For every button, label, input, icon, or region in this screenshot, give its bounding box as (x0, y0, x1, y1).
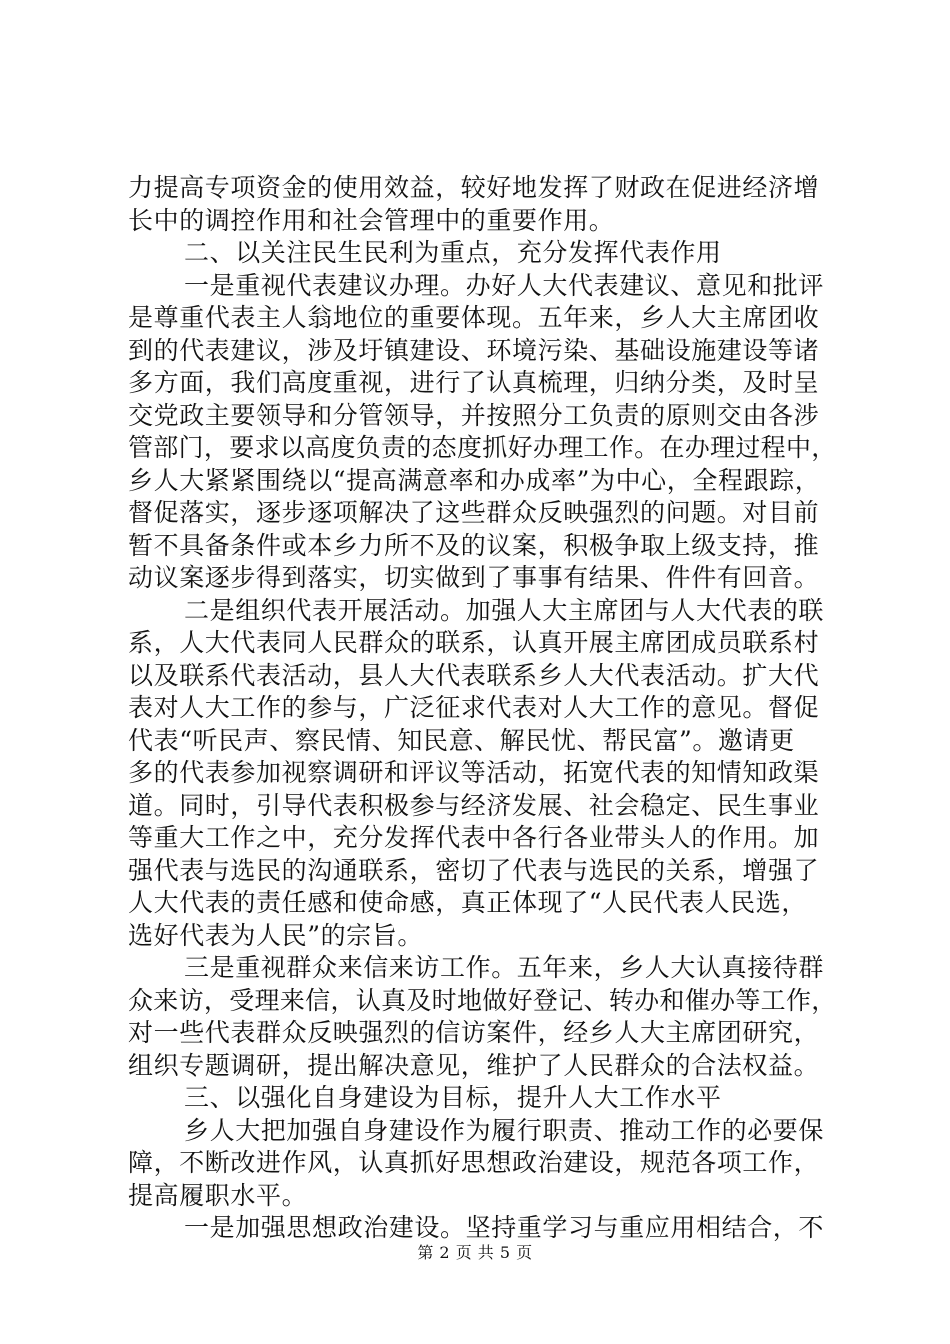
text-line: 二是组织代表开展活动。加强人大主席团与人大代表的联 (184, 595, 825, 625)
text-line: 乡人大紧紧围绕以“提高满意率和办成率”为中心，全程跟踪， (128, 465, 821, 495)
text-line: 系，人大代表同人民群众的联系，认真开展主席团成员联系村 (128, 628, 820, 657)
text-line: 以及联系代表活动，县人大代表联系乡人大代表活动。扩大代 (128, 660, 820, 690)
text-line: 乡人大把加强自身建设作为履行职责、推动工作的必要保 (184, 1115, 825, 1145)
text-line: 提高履职水平。 (128, 1180, 308, 1210)
text-line: 多的代表参加视察调研和评议等活动，拓宽代表的知情知政渠 (128, 758, 820, 787)
text-line: 众来访，受理来信，认真及时地做好登记、转办和催办等工作， (128, 985, 837, 1015)
text-line: 代表“听民声、察民情、知民意、解民忧、帮民富”。邀请更 (128, 725, 795, 755)
text-line: 一是加强思想政治建设。坚持重学习与重应用相结合，不 (184, 1213, 825, 1242)
page-footer: 第 2 页 共 5 页 (417, 1243, 533, 1262)
text-line: 交党政主要领导和分管领导，并按照分工负责的原则交由各涉 (128, 400, 820, 430)
text-line: 长中的调控作用和社会管理中的重要作用。 (128, 205, 615, 235)
text-line: 障，不断改进作风，认真抓好思想政治建设，规范各项工作， (128, 1148, 820, 1177)
text-line: 强代表与选民的沟通联系，密切了代表与选民的关系，增强了 (128, 855, 820, 885)
text-line: 动议案逐步得到落实，切实做到了事事有结果、件件有回音。 (128, 563, 820, 592)
text-line: 对一些代表群众反映强烈的信访案件，经乡人大主席团研究， (128, 1018, 820, 1047)
text-line: 表对人大工作的参与，广泛征求代表对人大工作的意见。督促 (128, 693, 820, 722)
text-line: 暂不具备条件或本乡力所不及的议案，积极争取上级支持，推 (128, 530, 820, 560)
text-line: 人大代表的责任感和使命感，真正体现了“人民代表人民选， (128, 888, 807, 917)
text-line: 是尊重代表主人翁地位的重要体现。五年来，乡人大主席团收 (128, 303, 820, 332)
text-line: 力提高专项资金的使用效益，较好地发挥了财政在促进经济增 (128, 173, 820, 202)
text-line: 到的代表建议，涉及圩镇建设、环境污染、基础设施建设等诸 (128, 335, 820, 365)
text-line: 道。同时，引导代表积极参与经济发展、社会稳定、民生事业 (128, 790, 820, 820)
text-line: 一是重视代表建议办理。办好人大代表建议、意见和批评 (184, 270, 825, 300)
text-line: 二、以关注民生民利为重点，充分发挥代表作用 (184, 238, 722, 267)
text-line: 多方面，我们高度重视，进行了认真梳理，归纳分类，及时呈 (128, 368, 820, 397)
text-line: 三、以强化自身建设为目标，提升人大工作水平 (184, 1083, 722, 1112)
text-line: 等重大工作之中，充分发挥代表中各行各业带头人的作用。加 (128, 823, 820, 852)
text-line: 管部门，要求以高度负责的态度抓好办理工作。在办理过程中， (128, 433, 837, 462)
text-line: 督促落实，逐步逐项解决了这些群众反映强烈的问题。对目前 (128, 498, 820, 527)
document-body (128, 172, 838, 1245)
text-line: 三是重视群众来信来访工作。五年来，乡人大认真接待群 (184, 953, 825, 982)
text-line: 选好代表为人民”的宗旨。 (128, 920, 423, 950)
text-line: 组织专题调研，提出解决意见，维护了人民群众的合法权益。 (128, 1050, 820, 1080)
